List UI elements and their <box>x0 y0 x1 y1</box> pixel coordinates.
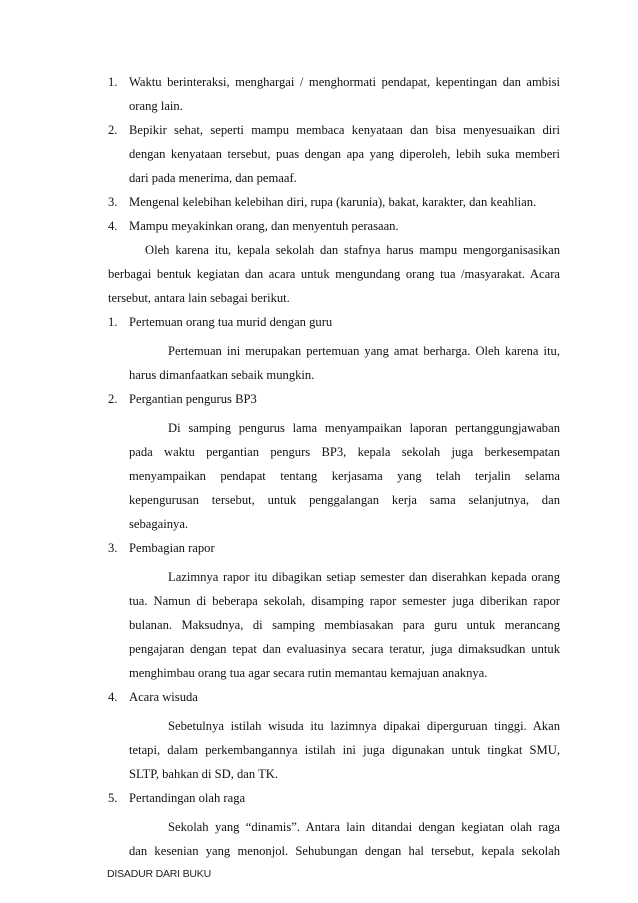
item-title: Pertandingan olah raga <box>129 791 246 805</box>
paragraph-line: Lazimnya rapor itu dibagikan setiap semester dan diserahkan kepada orang <box>168 570 560 584</box>
list-text: dengan kenyataan tersebut, puas dengan apa yang diperoleh, lebih suka memberi <box>129 147 560 161</box>
paragraph-line: tua. Namun di beberapa sekolah, disamping rapor semester juga diberikan rapor <box>129 594 560 608</box>
list-number: 1. <box>108 315 118 329</box>
item-title: Acara wisuda <box>129 690 198 704</box>
list-number: 3. <box>108 195 118 209</box>
item-title: Pergantian pengurus BP3 <box>129 392 257 406</box>
list-text: orang lain. <box>129 99 183 113</box>
list-text: Bepikir sehat, seperti mampu membaca kenyataan dan bisa menyesuaikan diri <box>129 123 560 137</box>
paragraph-line: tersebut, antara lain sebagai berikut. <box>108 291 290 305</box>
list-text: Waktu berinteraksi, menghargai / menghormati pendapat, kepentingan dan ambisi <box>129 75 560 89</box>
list-number: 3. <box>108 541 118 555</box>
paragraph-line: pada waktu pergantian pengurs BP3, kepala sekolah juga berkesempatan <box>129 445 560 459</box>
page-footer: DISADUR DARI BUKU <box>107 868 211 880</box>
paragraph-line: menyampaikan pendapat tentang kerjasama yang telah terjalin selama <box>129 469 560 483</box>
paragraph-line: sebagainya. <box>129 517 189 531</box>
paragraph-line: menghimbau orang tua agar secara rutin memantau kemajuan anaknya. <box>129 666 488 680</box>
list-number: 5. <box>108 791 118 805</box>
paragraph-line: dan kesenian yang menonjol. Sehubungan dengan hal tersebut, kepala sekolah <box>129 844 560 858</box>
paragraph-line: Pertemuan ini merupakan pertemuan yang amat berharga. Oleh karena itu, <box>168 344 560 358</box>
paragraph-line: harus dimanfaatkan sebaik mungkin. <box>129 368 315 382</box>
list-number: 4. <box>108 219 118 233</box>
paragraph-line: bulanan. Maksudnya, di samping membiasakan para guru untuk merancang <box>129 618 560 632</box>
list-number: 1. <box>108 75 118 89</box>
paragraph-line: Sebetulnya istilah wisuda itu lazimnya dipakai diperguruan tinggi. Akan <box>168 719 560 733</box>
paragraph-line: SLTP, bahkan di SD, dan TK. <box>129 767 279 781</box>
item-title: Pembagian rapor <box>129 541 215 555</box>
paragraph-line: Sekolah yang “dinamis”. Antara lain ditandai dengan kegiatan olah raga <box>168 820 560 834</box>
item-title: Pertemuan orang tua murid dengan guru <box>129 315 333 329</box>
paragraph-line: kepengurusan tersebut, untuk penggalangan kerja sama selanjutnya, dan <box>129 493 560 507</box>
paragraph-line: berbagai bentuk kegiatan dan acara untuk mengundang orang tua /masyarakat. Acara <box>108 267 560 281</box>
list-number: 2. <box>108 392 118 406</box>
list-text: dari pada menerima, dan pemaaf. <box>129 171 297 185</box>
list-text: Mengenal kelebihan kelebihan diri, rupa (karunia), bakat, karakter, dan keahlian. <box>129 195 537 209</box>
list-text: Mampu meyakinkan orang, dan menyentuh perasaan. <box>129 219 399 233</box>
paragraph-line: tetapi, dalam perkembangannya istilah ini juga digunakan untuk tingkat SMU, <box>129 743 560 757</box>
paragraph-line: Di samping pengurus lama menyampaikan laporan pertanggungjawaban <box>168 421 560 435</box>
list-number: 4. <box>108 690 118 704</box>
paragraph-line: pengajaran dengan tepat dan evaluasinya secara teratur, juga dimaksudkan untuk <box>129 642 560 656</box>
paragraph-line: Oleh karena itu, kepala sekolah dan stafnya harus mampu mengorganisasikan <box>145 243 560 257</box>
list-number: 2. <box>108 123 118 137</box>
